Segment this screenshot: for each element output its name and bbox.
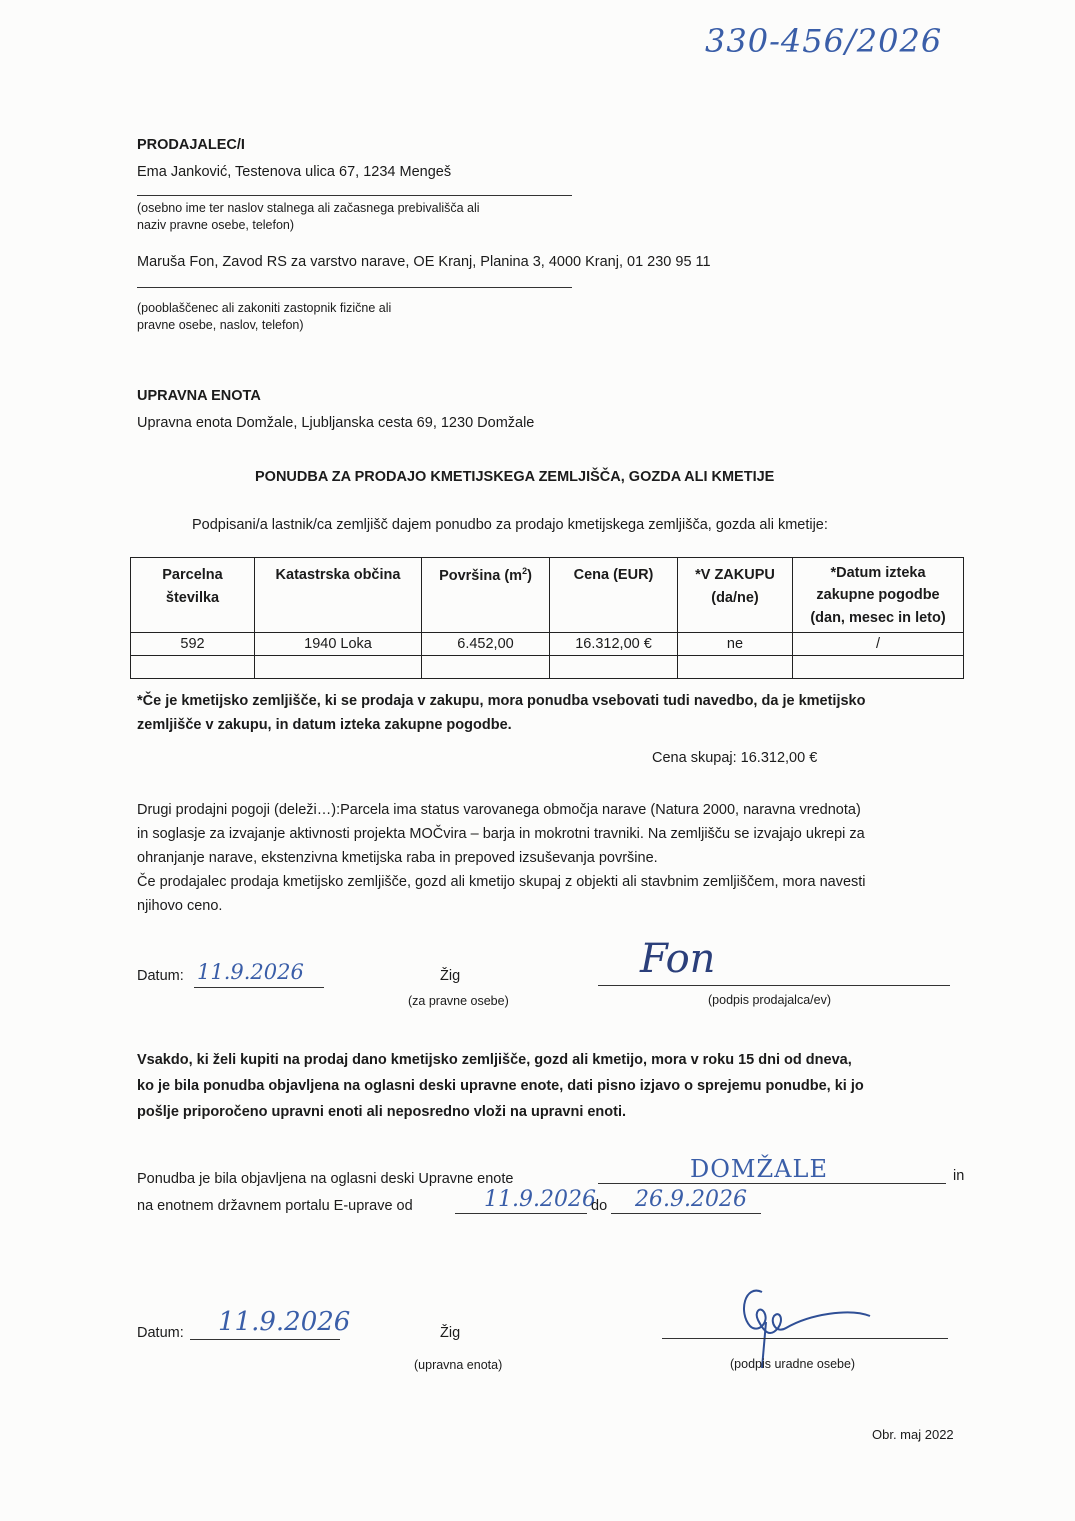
offer-title: PONUDBA ZA PRODAJO KMETIJSKEGA ZEMLJIŠČA, GOZDA ALI KMETIJE <box>255 469 775 485</box>
publication-to-underline <box>611 1213 761 1214</box>
total-price: Cena skupaj: 16.312,00 € <box>652 750 818 766</box>
offer-intro: Podpisani/a lastnik/ca zemljišč dajem ponudbo za prodajo kmetijskega zemljišča, gozda ali kmetije: <box>192 517 828 533</box>
seller-stamp-label: Žig <box>440 968 461 984</box>
seller-name-underline <box>137 195 572 196</box>
lease-note <box>137 689 967 737</box>
cell-parcel: 592 <box>131 633 255 656</box>
buyer-notice <box>137 1047 972 1125</box>
header-cadastral: Katastrska občina <box>255 558 422 633</box>
seller-stamp-note: (za pravne osebe) <box>408 994 509 1008</box>
cell-parcel <box>131 656 255 679</box>
publication-office: DOMŽALE <box>690 1155 828 1183</box>
cell-area: 6.452,00 <box>422 633 550 656</box>
rep-note-line1: (pooblaščenec ali zakoniti zastopnik fizične ali <box>137 301 392 315</box>
condition-line: ohranjanje narave, ekstenzivna kmetijska raba in prepoved izsuševanja površine. <box>137 850 658 866</box>
cell-lease <box>678 656 793 679</box>
office-signature-note: (podpis uradne osebe) <box>730 1357 856 1371</box>
office-date-underline <box>190 1339 340 1340</box>
seller-signature-note: (podpis prodajalca/ev) <box>708 993 831 1007</box>
publication-from: 11.9.2026 <box>484 1187 596 1212</box>
cell-cadastral <box>255 656 422 679</box>
seller-name: Ema Janković, Testenova ulica 67, 1234 Mengeš <box>137 164 452 180</box>
seller-name-note <box>137 200 480 234</box>
cell-price <box>550 656 678 679</box>
cell-lease-expiry: / <box>793 633 964 656</box>
lease-note-line1: *Če je kmetijsko zemljišče, ki se prodaja v zakupu, mora ponudba vsebovati tudi navedbo, da je kmetijsko <box>137 693 866 709</box>
condition-line: Drugi prodajni pogoji (deleži…):Parcela ima status varovanega območja narave (Natura 2000, naravna vrednota) <box>137 802 861 818</box>
case-number: 330-456/2026 <box>705 22 943 60</box>
representative-underline <box>137 287 572 288</box>
cell-lease: ne <box>678 633 793 656</box>
condition-line: Če prodajalec prodaja kmetijsko zemljišče, gozd ali kmetijo skupaj z objekti ali stavbnim zemljiščem, mora navesti <box>137 874 866 890</box>
seller-heading: PRODAJALEC/I <box>137 137 245 153</box>
rep-note-line2: pravne osebe, naslov, telefon) <box>137 317 304 332</box>
seller-signature: Fon <box>640 936 716 982</box>
seller-name-note-line2: naziv pravne osebe, telefon) <box>137 217 295 232</box>
publication-line1: Ponudba je bila objavljena na oglasni deski Upravne enote <box>137 1171 514 1187</box>
office-date-label: Datum: <box>137 1325 184 1341</box>
buyer-notice-line: Vsakdo, ki želi kupiti na prodaj dano kmetijsko zemljišče, gozd ali kmetijo, mora v roku 15 dni od dneva, <box>137 1052 852 1068</box>
condition-line: in soglasje za izvajanje aktivnosti projekta MOČvira – barja in mokrotni travniki. Na zemljišču se izvajajo ukrepi za <box>137 826 865 842</box>
cell-lease-expiry <box>793 656 964 679</box>
cell-area <box>422 656 550 679</box>
office-signature-line <box>662 1338 948 1339</box>
seller-date-label: Datum: <box>137 968 184 984</box>
publication-line2: na enotnem državnem portalu E-uprave od <box>137 1198 413 1214</box>
office-heading: UPRAVNA ENOTA <box>137 388 261 404</box>
lease-note-line2: zemljišče v zakupu, in datum izteka zakupne pogodbe. <box>137 717 512 733</box>
buyer-notice-line: pošlje priporočeno upravni enoti ali neposredno vloži na upravni enoti. <box>137 1104 627 1120</box>
buyer-notice-line: ko je bila ponudba objavljena na oglasni deski upravne enote, dati pisno izjavo o sprejemu ponudbe, ki jo <box>137 1078 864 1094</box>
cell-cadastral: 1940 Loka <box>255 633 422 656</box>
table-header-row <box>131 558 964 633</box>
publication-office-underline <box>598 1183 946 1184</box>
table-row <box>131 656 964 679</box>
seller-name-note-line1: (osebno ime ter naslov stalnega ali začasnega prebivališča ali <box>137 201 480 215</box>
condition-line: njihovo ceno. <box>137 898 223 914</box>
publication-from-underline <box>455 1213 587 1214</box>
header-price: Cena (EUR) <box>550 558 678 633</box>
office-stamp-note: (upravna enota) <box>414 1358 503 1372</box>
representative-note <box>137 300 391 334</box>
office-date-value: 11.9.2026 <box>218 1307 351 1337</box>
publication-in: in <box>953 1168 965 1184</box>
sale-conditions <box>137 798 967 918</box>
seller-signature-line <box>598 985 950 986</box>
publication-to: 26.9.2026 <box>635 1187 747 1212</box>
header-parcel: Parcelna številka <box>131 558 255 633</box>
table-row <box>131 633 964 656</box>
parcel-table <box>130 557 964 679</box>
cell-price: 16.312,00 € <box>550 633 678 656</box>
seller-representative: Maruša Fon, Zavod RS za varstvo narave, OE Kranj, Planina 3, 4000 Kranj, 01 230 95 11 <box>137 254 711 270</box>
header-lease: *V ZAKUPU (da/ne) <box>678 558 793 633</box>
seller-date-value: 11.9.2026 <box>197 960 304 984</box>
seller-date-underline <box>194 987 324 988</box>
header-area: Površina $(m^2)$ <box>422 558 550 633</box>
form-version: Obr. maj 2022 <box>872 1427 954 1442</box>
office-stamp-label: Žig <box>440 1325 461 1341</box>
publication-to-label: do <box>591 1198 608 1214</box>
office-name: Upravna enota Domžale, Ljubljanska cesta 69, 1230 Domžale <box>137 415 535 431</box>
header-lease-expiry: *Datum izteka zakupne pogodbe (dan, mesec in leto) <box>793 558 964 633</box>
